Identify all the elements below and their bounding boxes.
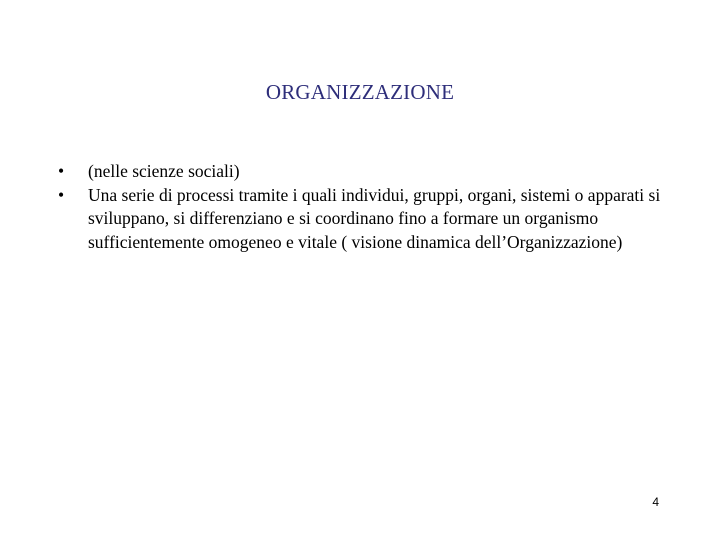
bullet-text: (nelle scienze sociali) [88,161,240,181]
page-number: 4 [652,495,659,509]
bullet-text: Una serie di processi tramite i quali individui, gruppi, organi, sistemi o apparati si sviluppano, si differenziano e si coordinano fino a formare un organismo sufficientemente omogeneo e vitale ( visione dinamica dell’Organizzazione) [88,184,661,252]
list-item [58,160,668,184]
list-item [58,184,668,255]
bullet-icon: • [58,184,65,205]
bullet-icon: • [58,161,65,181]
slide-title: ORGANIZZAZIONE [265,80,455,104]
bullet-list [58,160,668,254]
